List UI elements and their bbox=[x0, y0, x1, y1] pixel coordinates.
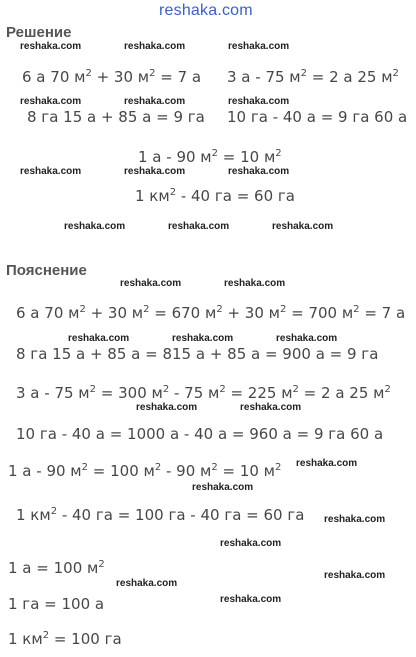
solution-equation: 1 $км^2 - 40$ га = 60 га bbox=[135, 187, 295, 205]
watermark: reshaka.com bbox=[124, 96, 186, 107]
watermark: reshaka.com bbox=[240, 402, 302, 413]
watermark: reshaka.com bbox=[296, 458, 358, 469]
watermark: reshaka.com bbox=[124, 41, 186, 52]
explanation-equation: 3 а - 75 $м^2 = 300$ $м^2 - 75$ $м^2 = 225$ $м^2 = 2$ а 25 $м^2$ bbox=[16, 384, 391, 402]
watermark: reshaka.com bbox=[228, 96, 290, 107]
watermark: reshaka.com bbox=[20, 166, 82, 177]
watermark: reshaka.com bbox=[224, 278, 286, 289]
watermark: reshaka.com bbox=[68, 333, 130, 344]
watermark: reshaka.com bbox=[64, 221, 126, 232]
explanation-equation: 1 $км^2 - 40$ га = 100 га - 40 га = 60 га bbox=[16, 506, 305, 524]
solution-heading: Решение bbox=[6, 24, 72, 41]
site-title: reshaka.com bbox=[159, 2, 253, 19]
watermark: reshaka.com bbox=[276, 333, 338, 344]
explanation-equation: 1 $км^2 = 100$ га bbox=[8, 630, 122, 648]
explanation-equation: 1 га = 100 а bbox=[8, 595, 105, 613]
watermark: reshaka.com bbox=[120, 278, 182, 289]
solution-equation: 8 га 15 а + 85 а = 9 га bbox=[27, 108, 205, 126]
watermark: reshaka.com bbox=[220, 538, 282, 549]
watermark: reshaka.com bbox=[20, 96, 82, 107]
watermark: reshaka.com bbox=[220, 594, 282, 605]
solution-equation: 3 а - 75 $м^2 = 2$ а 25 $м^2$ bbox=[227, 68, 399, 86]
watermark: reshaka.com bbox=[172, 333, 234, 344]
watermark: reshaka.com bbox=[192, 482, 254, 493]
watermark: reshaka.com bbox=[324, 570, 386, 581]
explanation-equation: 6 а 70 $м^2 + 30$ $м^2 = 670$ $м^2 + 30$ $м^2 = 700$ $м^2 = 7$ а bbox=[16, 304, 406, 322]
explanation-equation: 1 а - 90 $м^2 = 100$ $м^2 - 90$ $м^2 = 10$ $м^2$ bbox=[8, 462, 282, 480]
watermark: reshaka.com bbox=[228, 166, 290, 177]
watermark: reshaka.com bbox=[116, 578, 178, 589]
watermark: reshaka.com bbox=[272, 221, 334, 232]
explanation-equation: 1 а = 100 $м^2$ bbox=[8, 559, 105, 577]
solution-equation: 6 а 70 $м^2 + 30$ $м^2 = 7$ а bbox=[22, 68, 202, 86]
watermark: reshaka.com bbox=[136, 402, 198, 413]
solution-equation: 1 а - 90 $м^2 = 10$ $м^2$ bbox=[138, 148, 282, 166]
watermark: reshaka.com bbox=[168, 221, 230, 232]
watermark: reshaka.com bbox=[228, 41, 290, 52]
watermark: reshaka.com bbox=[124, 166, 186, 177]
explanation-heading: Пояснение bbox=[6, 262, 87, 279]
solution-equation: 10 га - 40 а = 9 га 60 а bbox=[227, 108, 408, 126]
explanation-equation: 8 га 15 а + 85 а = 815 а + 85 а = 900 а = 9 га bbox=[16, 345, 379, 363]
explanation-equation: 10 га - 40 а = 1000 а - 40 а = 960 а = 9 га 60 а bbox=[16, 425, 384, 443]
watermark: reshaka.com bbox=[20, 41, 82, 52]
watermark: reshaka.com bbox=[324, 514, 386, 525]
